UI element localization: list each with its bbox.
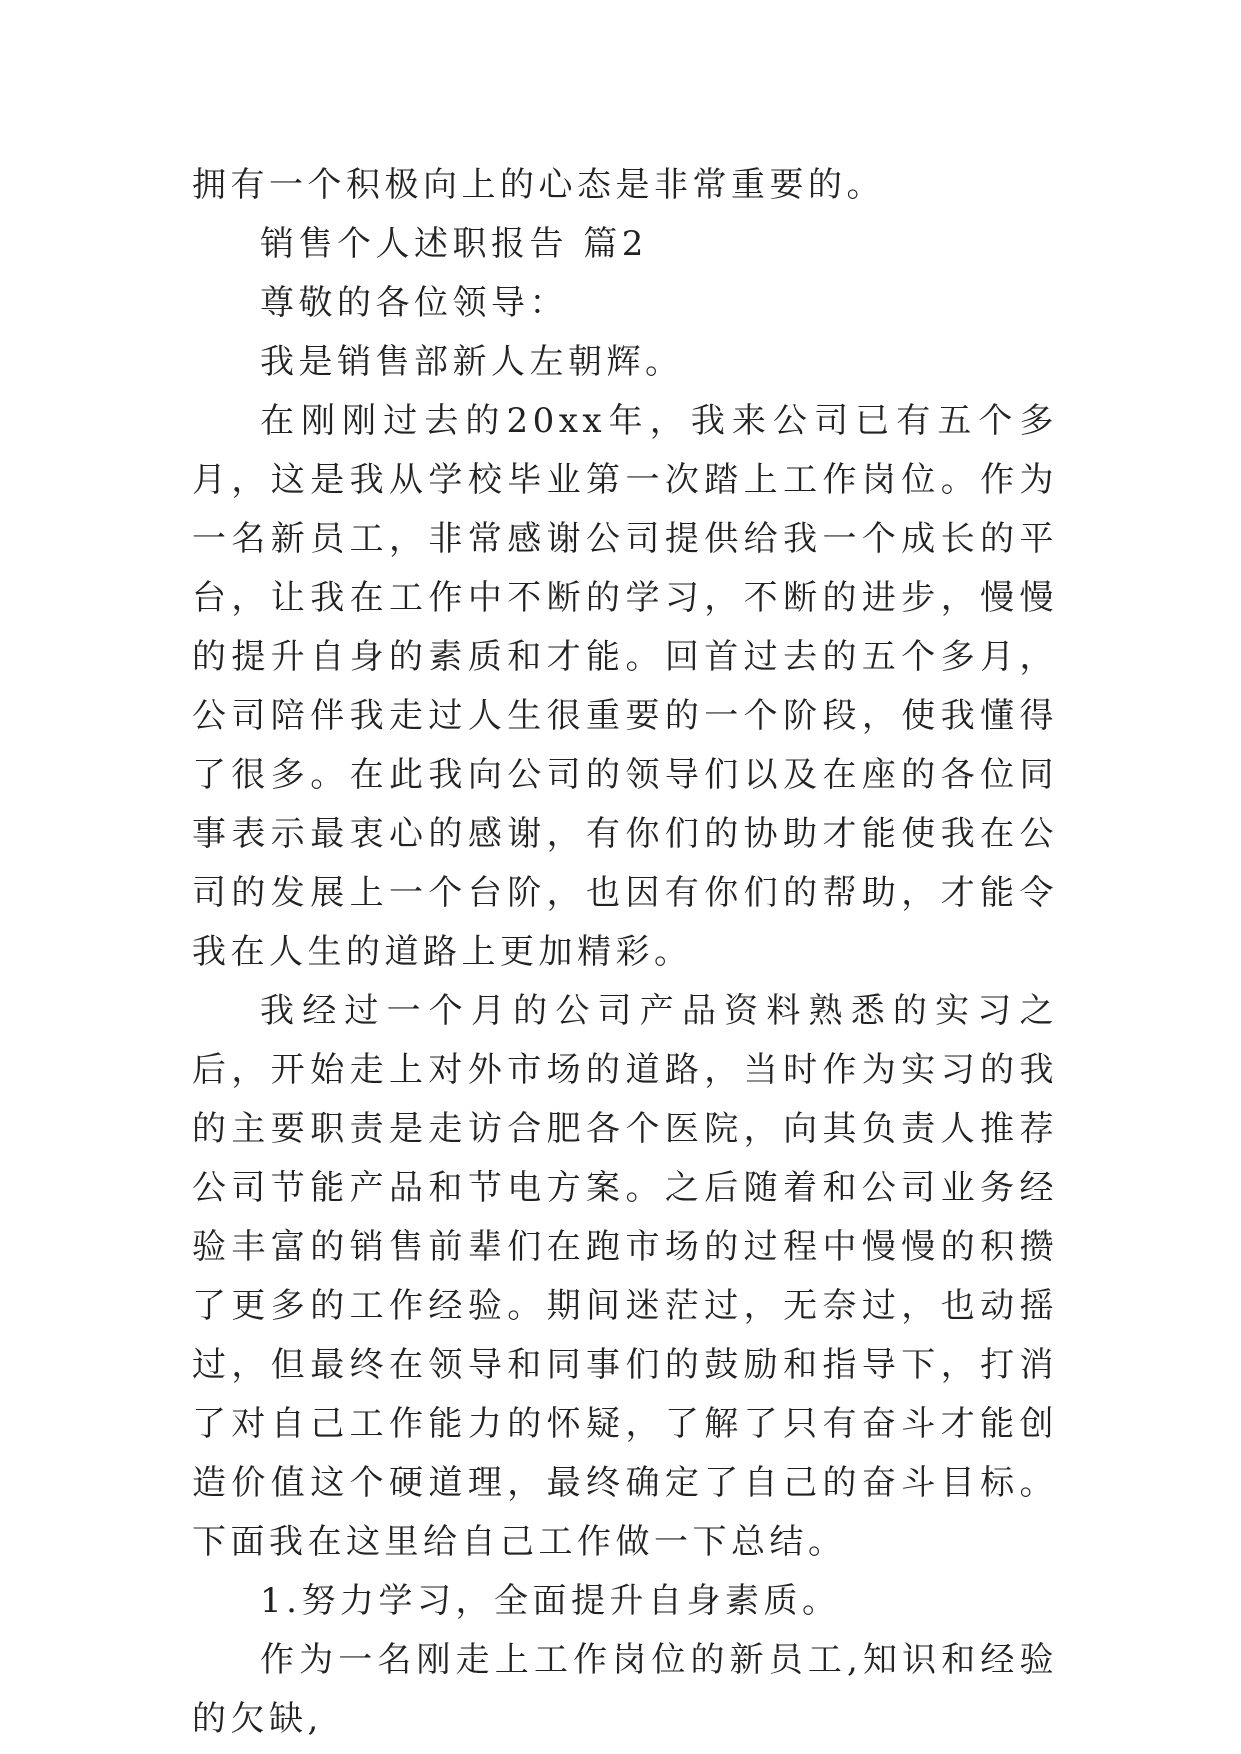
paragraph-thanks: 在刚刚过去的20xx年，我来公司已有五个多月，这是我从学校毕业第一次踏上工作岗位。作为一名新员工，非常感谢公司提供给我一个成长的平台，让我在工作中不断的学习，不断的进步，慢慢的提升自身的素质和才能。回首过去的五个多月，公司陪伴我走过人生很重要的一个阶段，使我懂得了很多。在此我向公司的领导们以及在座的各位同事表示最衷心的感谢，有你们的协助才能使我在公司的发展上一个台阶，也因有你们的帮助，才能令我在人生的道路上更加精彩。	[192, 401, 1058, 972]
salutation: 尊敬的各位领导：	[260, 283, 568, 323]
paragraph-intro: 我是销售部新人左朝辉。	[260, 342, 684, 382]
list-item-heading: 1.努力学习，全面提升自身素质。	[260, 1581, 841, 1621]
section-heading: 销售个人述职报告 篇2	[260, 224, 648, 264]
paragraph-1: 拥有一个积极向上的心态是非常重要的。	[192, 165, 885, 205]
document-body	[192, 156, 1058, 1749]
paragraph-experience: 我经过一个月的公司产品资料熟悉的实习之后，开始走上对外市场的道路，当时作为实习的我的主要职责是走访合肥各个医院，向其负责人推荐公司节能产品和节电方案。之后随着和公司业务经验丰富的销售前辈们在跑市场的过程中慢慢的积攒了更多的工作经验。期间迷茫过，无奈过，也动摇过，但最终在领导和同事们的鼓励和指导下，打消了对自己工作能力的怀疑，了解了只有奋斗才能创造价值这个硬道理，最终确定了自己的奋斗目标。下面我在这里给自己工作做一下总结。	[192, 991, 1058, 1562]
paragraph-last: 作为一名刚走上工作岗位的新员工,知识和经验的欠缺,	[192, 1640, 1058, 1739]
